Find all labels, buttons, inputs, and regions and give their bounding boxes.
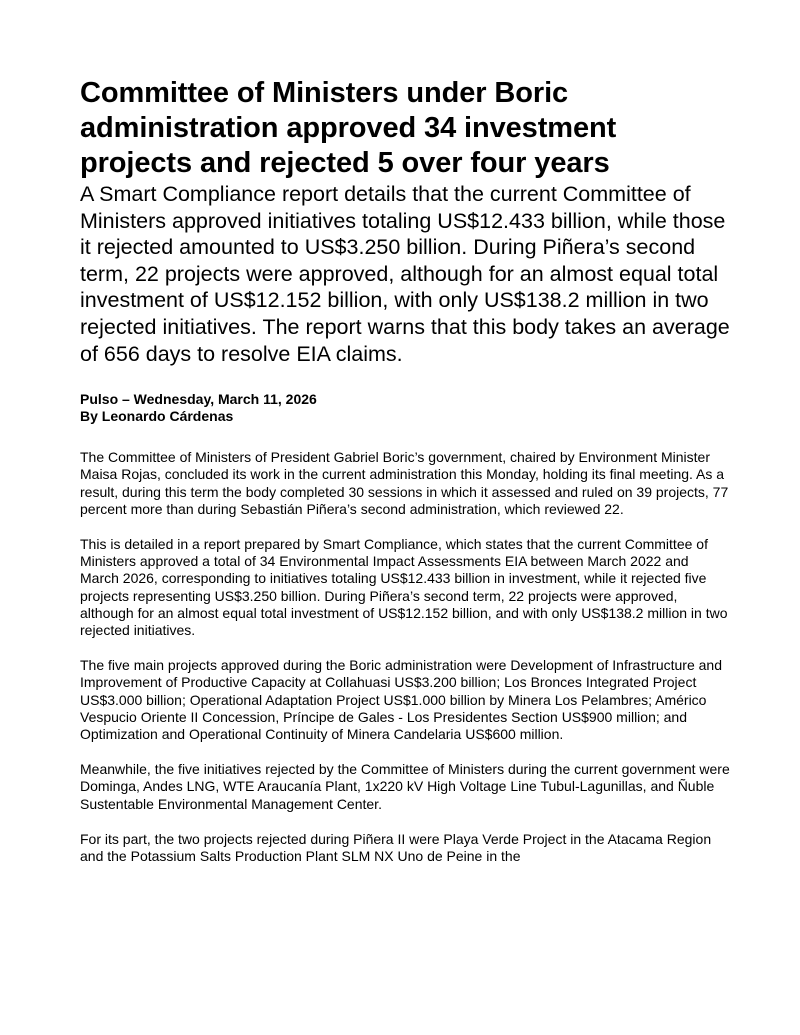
article-body — [80, 449, 730, 865]
paragraph: This is detailed in a report prepared by Smart Compliance, which states that the current Committee of Ministers approved a total of 34 Environmental Impact Assessments EIA between March 2022 and March 2026, corresponding to initiatives totaling US$12.433 billion in investment, while it rejected five projects representing US$3.250 billion. During Piñera’s second term, 22 projects were approved, although for an almost equal total investment of US$12.152 billion, and with only US$138.2 million in two rejected initiatives. — [80, 535, 728, 638]
article — [80, 76, 730, 883]
paragraph: For its part, the two projects rejected during Piñera II were Playa Verde Project in the Atacama Region and the Potassium Salts Production Plant SLM NX Uno de Peine in the — [80, 830, 712, 865]
paragraph: Meanwhile, the five initiatives rejected by the Committee of Ministers during the current government were Dominga, Andes LNG, WTE Araucanía Plant, 1x220 kV High Voltage Line Tubul-Lagunillas, and Ñuble Sustentable Environmental Management Center. — [80, 761, 730, 812]
dateline: Pulso – Wednesday, March 11, 2026 — [80, 391, 317, 408]
paragraph: The Committee of Ministers of President Gabriel Boric’s government, chaired by Environment Minister Maisa Rojas, concluded its work in the current administration this Monday, holding its final meeting. As a result, during this term the body completed 30 sessions in which it assessed and ruled on 39 projects, 77 percent more than during Sebastián Piñera’s second administration, which reviewed 22. — [80, 449, 729, 517]
article-headline: Committee of Ministers under Boric administration approved 34 investment projects and rejected 5 over four years — [80, 77, 617, 179]
article-meta — [80, 391, 730, 425]
byline: By Leonardo Cárdenas — [80, 408, 234, 425]
paragraph: The five main projects approved during the Boric administration were Development of Infrastructure and Improvement of Productive Capacity at Collahuasi US$3.200 billion; Los Bronces Integrated Project US$3.000 billion; Operational Adaptation Project US$1.000 billion by Minera Los Pelambres; Américo Vespucio Oriente II Concession, Príncipe de Gales - Los Presidentes Section US$900 million; and Optimization and Operational Continuity of Minera Candelaria US$600 million. — [80, 657, 722, 742]
article-subheadline: A Smart Compliance report details that the current Committee of Ministers approved initiatives totaling US$12.433 billion, while those it rejected amounted to US$3.250 billion. During Piñera’s second term, 22 projects were approved, although for an almost equal total investment of US$12.152 billion, with only US$138.2 million in two rejected initiatives. The report warns that this body takes an average of 656 days to resolve EIA claims. — [80, 182, 730, 366]
